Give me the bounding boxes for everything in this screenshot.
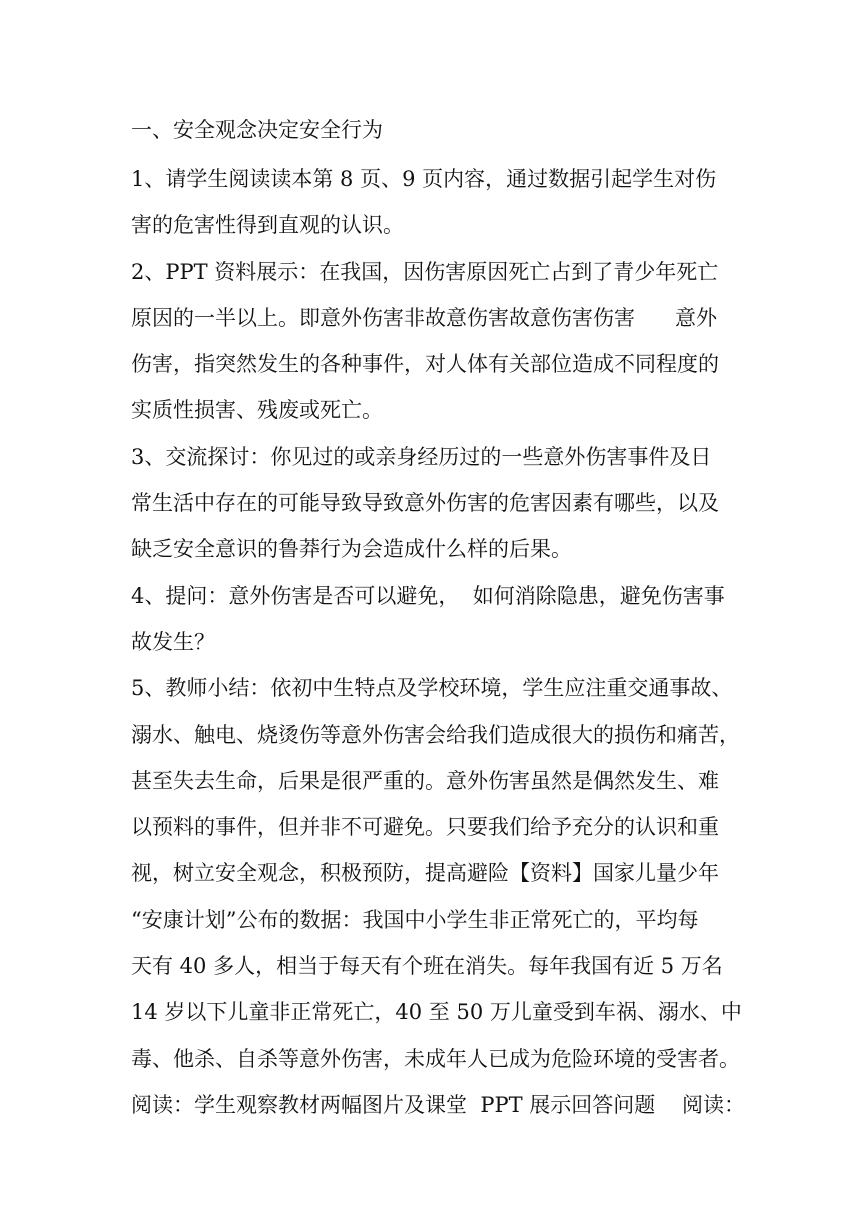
text-line: 缺乏安全意识的鲁莽行为会造成什么样的后果。 <box>131 537 572 562</box>
text-line: 害的危害性得到直观的认识。 <box>131 213 404 238</box>
text-line: 溺水、触电、烧烫伤等意外伤害会给我们造成很大的损伤和痛苦， <box>131 722 740 747</box>
text-line: 实质性损害、残废或死亡。 <box>131 398 383 423</box>
text-line: 14 岁以下儿童非正常死亡，40 至 50 万儿童受到车祸、溺水、中 <box>131 1000 742 1025</box>
text-line: 5、教师小结：依初中生特点及学校环境，学生应注重交通事故、 <box>131 676 733 701</box>
document-page <box>131 110 745 1128</box>
text-line: 故发生？ <box>131 629 215 654</box>
text-line: 视，树立安全观念，积极预防，提高避险【资料】国家儿量少年 <box>131 861 719 886</box>
text-line: 1、请学生阅读读本第 8 页、9 页内容，通过数据引起学生对伤 <box>131 167 717 191</box>
text-line: 天有 40 多人，相当于每天有个班在消失。每年我国有近 5 万名 <box>131 954 723 979</box>
text-line: 伤害，指突然发生的各种事件，对人体有关部位造成不同程度的 <box>131 352 719 377</box>
text-line: 甚至失去生命，后果是很严重的。意外伤害虽然是偶然发生、难 <box>131 768 719 793</box>
text-line: 原因的一半以上。即意外伤害非故意伤害故意伤害伤害 意外 <box>131 305 718 330</box>
text-line: 阅读：学生观察教材两幅图片及课堂 PPT 展示回答问题 阅读： <box>131 1092 745 1117</box>
text-line: 3、交流探讨：你见过的或亲身经历过的一些意外伤害事件及日 <box>131 444 712 469</box>
section-heading: 一、安全观念决定安全行为 <box>131 118 383 142</box>
text-line: 常生活中存在的可能导致导致意外伤害的危害因素有哪些，以及 <box>131 491 719 516</box>
text-line: 2、PPT 资料展示：在我国，因伤害原因死亡占到了青少年死亡 <box>131 259 719 284</box>
text-line: 4、提问：意外伤害是否可以避免， 如何消除隐患，避免伤害事 <box>131 583 725 608</box>
text-line: 以预料的事件，但并非不可避免。只要我们给予充分的认识和重 <box>131 815 719 840</box>
text-line: “安康计划”公布的数据：我国中小学生非正常死亡的，平均每 <box>131 907 699 932</box>
text-line: 毒、他杀、自杀等意外伤害，未成年人已成为危险环境的受害者。 <box>131 1046 740 1071</box>
